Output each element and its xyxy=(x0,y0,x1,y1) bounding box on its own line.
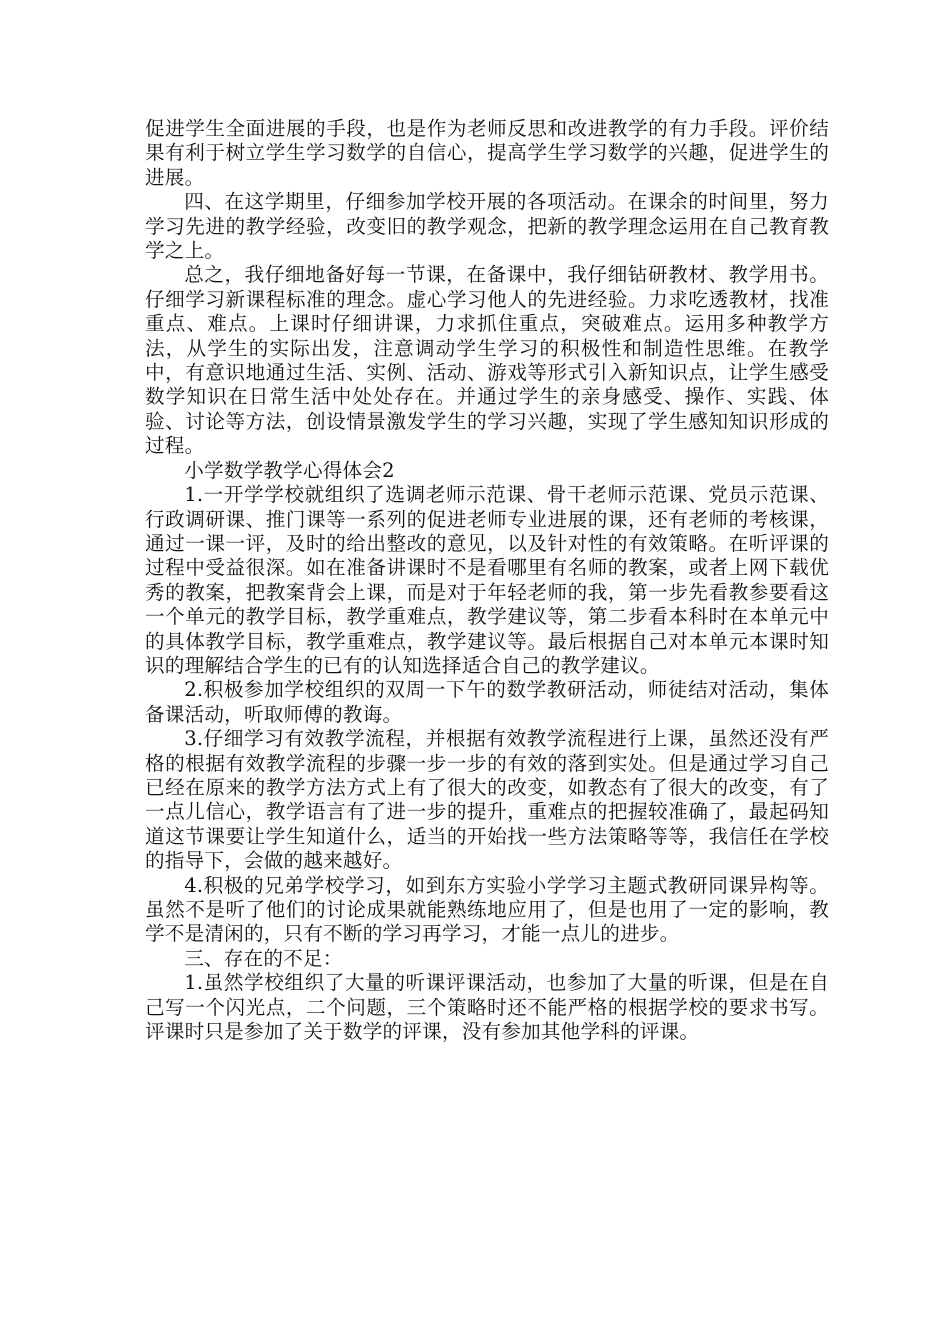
paragraph-10: 1.虽然学校组织了大量的听课评课活动，也参加了大量的听课，但是在自己写一个闪光点，二个问题，三个策略时还不能严格的根据学校的要求书写。评课时只是参加了关于数学的评课，没有参加其他学科的评课。 xyxy=(145,971,829,1044)
paragraph-5: 1.一开学学校就组织了选调老师示范课、骨干老师示范课、党员示范课、行政调研课、推门课等一系列的促进老师专业进展的课，还有老师的考核课，通过一课一评，及时的给出整改的意见，以及针对性的有效策略。在听评课的过程中受益很深。如在准备讲课时不是看哪里有名师的教案，或者上网下载优秀的教案，把教案背会上课，而是对于年轻老师的我，第一步先看教参要看这一个单元的教学目标，教学重难点，教学建议等，第二步看本科时在本单元中的具体教学目标，教学重难点，教学建议等。最后根据自己对本单元本课时知识的理解结合学生的已有的认知选择适合自己的教学建议。 xyxy=(145,483,829,677)
document-body xyxy=(145,117,829,1044)
subsection-heading: 三、存在的不足： xyxy=(184,946,343,970)
paragraph-2: 四、在这学期里，仔细参加学校开展的各项活动。在课余的时间里，努力学习先进的教学经验，改变旧的教学观念，把新的教学理念运用在自己教育教学之上。 xyxy=(145,190,829,263)
paragraph-3: 总之，我仔细地备好每一节课，在备课中，我仔细钻研教材、教学用书。仔细学习新课程标准的理念。虚心学习他人的先进经验。力求吃透教材，找准重点、难点。上课时仔细讲课，力求抓住重点，突破难点。运用多种教学方法，从学生的实际出发，注意调动学生学习的积极性和制造性思维。在教学中，有意识地通过生活、实例、活动、游戏等形式引入新知识点，让学生感受数学知识在日常生活中处处存在。并通过学生的亲身感受、操作、实践、体验、讨论等方法，创设情景激发学生的学习兴趣，实现了学生感知知识形成的过程。 xyxy=(145,263,829,458)
section-heading: 小学数学教学心得体会2 xyxy=(184,458,395,482)
paragraph-1: 促进学生全面进展的手段，也是作为老师反思和改进教学的有力手段。评价结果有利于树立学生学习数学的自信心，提高学生学习数学的兴趣，促进学生的进展。 xyxy=(145,117,829,189)
paragraph-7: 3.仔细学习有效教学流程，并根据有效教学流程进行上课，虽然还没有严格的根据有效教学流程的步骤一步一步的有效的落到实处。但是通过学习自己已经在原来的教学方法方式上有了很大的改变，如教态有了很大的改变，有了一点儿信心，教学语言有了进一步的提升，重难点的把握较准确了，最起码知道这节课要让学生知道什么，适当的开始找一些方法策略等等，我信任在学校的指导下，会做的越来越好。 xyxy=(145,727,829,873)
paragraph-8: 4.积极的兄弟学校学习，如到东方实验小学学习主题式教研同课异构等。虽然不是听了他们的讨论成果就能熟练地应用了，但是也用了一定的影响，教学不是清闲的，只有不断的学习再学习，才能一点儿的进步。 xyxy=(145,873,829,946)
paragraph-6: 2.积极参加学校组织的双周一下午的数学教研活动，师徒结对活动，集体备课活动，听取师傅的教诲。 xyxy=(145,678,829,726)
